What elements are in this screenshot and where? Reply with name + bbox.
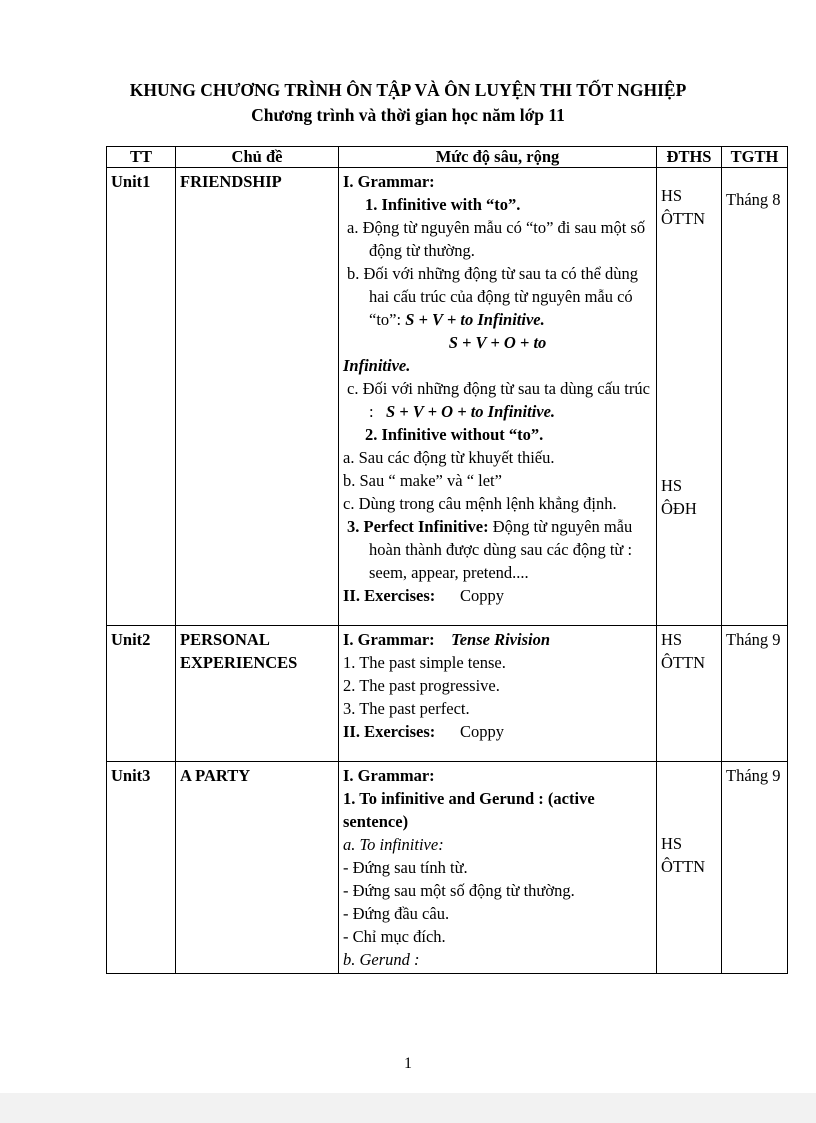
document-subtitle: Chương trình và thời gian học năm lớp 11 [251,105,565,125]
grammar-line: I. Grammar: Tense Rivision [343,630,551,649]
list-item: - Chỉ mục đích. [343,927,446,946]
unit-dths: HS ÔTTN [657,626,722,762]
list-item: c. Đối với những động từ sau ta dùng cấu trúc : S + V + O + to Infinitive. [347,379,650,421]
unit-dths: HS ÔTTN [657,762,722,974]
formula: Infinitive. [343,356,411,375]
document-title: KHUNG CHƯƠNG TRÌNH ÔN TẬP VÀ ÔN LUYỆN THI TỐT NGHIỆP [129,80,687,100]
list-item: 1. The past simple tense. [343,653,506,672]
list-item: 2. The past progressive. [343,676,500,695]
exercises-line: II. Exercises: Coppy [343,586,505,605]
sub-heading: a. To infinitive: [343,835,444,854]
unit-tgth: Tháng 9 [722,762,788,974]
unit-content [339,762,657,974]
list-item: - Đứng đầu câu. [343,904,450,923]
header-topic: Chủ đề [176,147,339,168]
unit-topic: A PARTY [176,762,339,974]
header-dths: ĐTHS [657,147,722,168]
table-row [107,168,788,626]
list-item: b. Sau “ make” và “ let” [343,471,502,490]
formula: S + V + O + to Infinitive. [385,402,556,421]
header-content: Mức độ sâu, rộng [339,147,657,168]
unit-number: Unit3 [107,762,176,974]
list-item: - Đứng sau tính từ. [343,858,468,877]
unit-topic: PERSONAL EXPERIENCES [176,626,339,762]
curriculum-table [106,146,788,974]
section-heading: 3. Perfect Infinitive: Động từ nguyên mẫu hoàn thành được dùng sau các động từ : seem, appear, pretend.... [347,517,633,582]
page-number: 1 [404,1055,412,1072]
list-item: 3. The past perfect. [343,699,470,718]
table-row [107,626,788,762]
unit-tgth: Tháng 9 [722,626,788,762]
unit-number: Unit2 [107,626,176,762]
list-item: - Đứng sau một số động từ thường. [343,881,575,900]
grammar-label: I. Grammar: [343,766,435,785]
unit-content [339,626,657,762]
unit-number: Unit1 [107,168,176,626]
dths-group-1: HS ÔTTN [661,186,705,228]
formula: S + V + to Infinitive. [405,310,545,329]
list-item: c. Dùng trong câu mệnh lệnh khẳng định. [343,494,617,513]
unit-topic: FRIENDSHIP [176,168,339,626]
list-item: b. Đối với những động từ sau ta có thể dùng hai cấu trúc của động từ nguyên mẫu có “to”: S + V + to Infinitive. [347,264,639,329]
formula: S + V + O + to [448,333,547,352]
section-heading: 1. To infinitive and Gerund : (active sentence) [343,789,595,831]
page-bottom-strip [0,1093,816,1123]
header-tgth: TGTH [722,147,788,168]
grammar-label: I. Grammar: [343,172,435,191]
table-header-row [107,147,788,168]
dths-group-2: HS ÔĐH [661,476,697,518]
table-row [107,762,788,974]
exercises-line: II. Exercises: Coppy [343,722,505,741]
unit-content [339,168,657,626]
sub-heading: b. Gerund : [343,950,420,969]
header-tt: TT [107,147,176,168]
list-item: a. Động từ nguyên mẫu có “to” đi sau một số động từ thường. [347,218,646,260]
list-item: a. Sau các động từ khuyết thiếu. [343,448,555,467]
section-heading: 2. Infinitive without “to”. [365,425,544,444]
unit-tgth: Tháng 8 [722,168,788,626]
unit-dths [657,168,722,626]
section-heading: 1. Infinitive with “to”. [365,195,521,214]
